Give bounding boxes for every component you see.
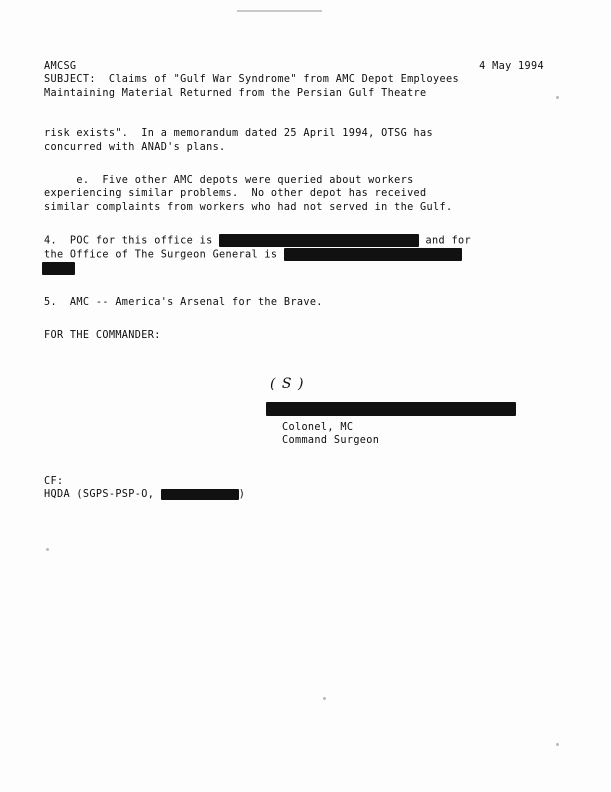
redaction-bar-cf [161, 489, 239, 500]
document-header [44, 60, 544, 73]
paragraph-e-line-3: similar complaints from workers who had not served in the Gulf. [44, 201, 453, 213]
redaction-bar-poc-office [219, 234, 419, 247]
distribution-entry-post: ) [238, 489, 246, 500]
paragraph-4-line-3 [44, 262, 544, 276]
signature-block [270, 376, 544, 448]
paragraph-continued-line-1: risk exists". In a memorandum dated 25 April 1994, OTSG has [44, 128, 434, 140]
document-body [44, 60, 544, 501]
closing-line: FOR THE COMMANDER: [44, 330, 161, 342]
paragraph-4-line-2 [44, 248, 544, 262]
redaction-bar-poc-tail [42, 262, 75, 275]
scan-artifact-top [237, 10, 322, 12]
redaction-bar-signature-name-wrap [266, 399, 544, 418]
scan-speck [556, 96, 559, 99]
scan-speck [323, 697, 326, 700]
distribution-entry [44, 488, 544, 501]
paragraph-5: 5. AMC -- America's Arsenal for the Brave. [44, 296, 323, 308]
scan-speck [556, 743, 559, 746]
office-symbol: AMCSG [44, 61, 77, 72]
scan-speck [46, 548, 49, 551]
subject-line-1: SUBJECT: Claims of "Gulf War Syndrome" from AMC Depot Employees [44, 74, 459, 86]
paragraph-4-text-mid: and for [419, 235, 471, 247]
redaction-bar-surgeon-general [284, 248, 462, 261]
paragraph-4-text-pre-2: the Office of The Surgeon General is [44, 249, 284, 261]
distribution-label: CF: [44, 475, 64, 487]
paragraph-e-line-1: e. Five other AMC depots were queried about workers [44, 175, 414, 187]
redaction-bar-signature-name [266, 402, 516, 416]
paragraph-4-line-1 [44, 234, 544, 248]
paragraph-e-line-2: experiencing similar problems. No other depot has received [44, 188, 427, 200]
handwritten-signature-mark: ( S ) [270, 375, 305, 392]
subject-line-2: Maintaining Material Returned from the Persian Gulf Theatre [44, 87, 427, 99]
signature-title-line-1: Colonel, MC [282, 421, 354, 433]
paragraph-continued-line-2: concurred with ANAD's plans. [44, 141, 226, 153]
distribution-entry-pre: HQDA (SGPS-PSP-O, [44, 489, 161, 500]
paragraph-4-text-pre: 4. POC for this office is [44, 235, 220, 247]
signature-title-line-2: Command Surgeon [282, 435, 380, 447]
document-date: 4 May 1994 [479, 61, 544, 72]
